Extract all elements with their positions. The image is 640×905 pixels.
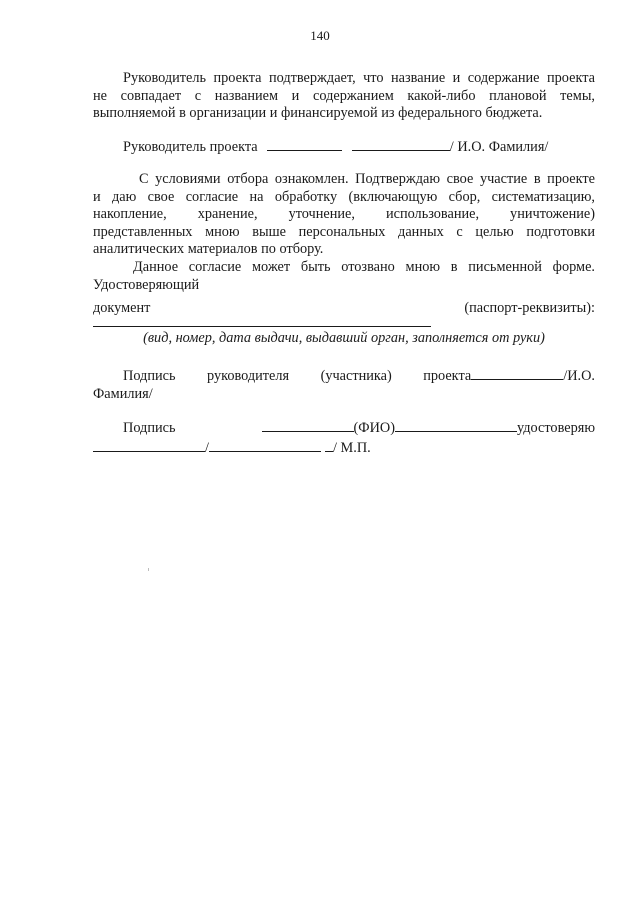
leader-signature-label: Руководитель проекта — [123, 139, 258, 155]
confirmation-line-3: выполняемой в организации и финансируемой из федерального бюджета. — [93, 105, 543, 122]
revocation-paragraph — [93, 259, 595, 318]
consent-line-2: и даю свое согласие на обработку (включающую сбор, систематизацию, — [93, 188, 595, 205]
page-number: 140 — [310, 28, 330, 43]
consent-paragraph — [93, 171, 595, 259]
passport-details-label: (паспорт-реквизиты): — [464, 300, 595, 317]
certify-slash: / — [205, 439, 209, 456]
participant-word-participant: (участника) — [320, 368, 392, 384]
consent-word-1: накопление, — [93, 206, 167, 223]
consent-word-3: уточнение, — [288, 206, 355, 223]
leader-signature-name: И.О. Фамилия/ — [457, 139, 549, 155]
participant-word-project: проекта — [423, 368, 472, 384]
certify-blank-3[interactable] — [325, 438, 333, 452]
consent-line-1: С условиями отбора ознакомлен. Подтверждаю свое участие в проекте — [139, 171, 595, 187]
certify-blank-2[interactable] — [209, 438, 321, 452]
confirmation-paragraph — [93, 70, 595, 123]
leader-signature-blank-1[interactable] — [267, 137, 342, 151]
participant-word-leader: руководителя — [206, 368, 290, 384]
certify-signature-fields — [262, 418, 595, 438]
revocation-line-3 — [93, 300, 595, 318]
document-details-blank[interactable] — [93, 326, 431, 327]
document-label: документ — [93, 300, 151, 317]
leader-signature-line — [93, 137, 595, 157]
leader-signature-blank-2[interactable] — [352, 137, 450, 151]
participant-signature-project — [423, 366, 595, 386]
certify-signature-line-1 — [93, 418, 595, 438]
participant-signature-blank[interactable] — [471, 366, 563, 380]
certify-signature-label: Подпись — [123, 420, 176, 436]
certify-mp-label: / М.П. — [332, 439, 371, 456]
certify-signature-blank[interactable] — [262, 418, 354, 432]
participant-signature-line-1 — [93, 366, 595, 386]
revocation-line-1: Данное согласие может быть отозвано мною в письменной форме. — [133, 259, 595, 275]
confirmation-line-1: Руководитель проекта подтверждает, что название и содержание проекта — [123, 70, 595, 86]
revocation-line-2: Удостоверяющий — [93, 276, 200, 293]
consent-line-4: представленных мною выше персональных данных с целью подготовки — [93, 223, 595, 240]
certify-word: удостоверяю — [517, 420, 595, 436]
confirmation-line-2: не совпадает с названием и содержанием какой-либо плановой темы, — [93, 87, 595, 104]
participant-signature-line-2: Фамилия/ — [93, 385, 153, 402]
participant-word-signature: Подпись — [123, 368, 176, 384]
consent-word-4: использование, — [385, 206, 480, 223]
certify-signature — [93, 418, 595, 457]
participant-signature-name: /И.О. — [563, 368, 595, 384]
certify-fio-blank[interactable] — [395, 418, 517, 432]
consent-word-5: уничтожение) — [510, 206, 595, 223]
consent-line-5: аналитических материалов по отбору. — [93, 241, 324, 258]
certify-fio-label: (ФИО) — [353, 420, 395, 436]
leader-signature-separator: / — [449, 139, 454, 155]
certify-signature-line-2 — [93, 438, 595, 458]
scan-speck — [148, 568, 149, 571]
certify-blank-1[interactable] — [93, 438, 205, 452]
consent-line-3 — [93, 206, 595, 224]
consent-word-2: хранение, — [197, 206, 258, 223]
participant-signature — [93, 366, 595, 403]
document-details-hint: (вид, номер, дата выдачи, выдавший орган, заполняется от руки) — [143, 330, 545, 346]
